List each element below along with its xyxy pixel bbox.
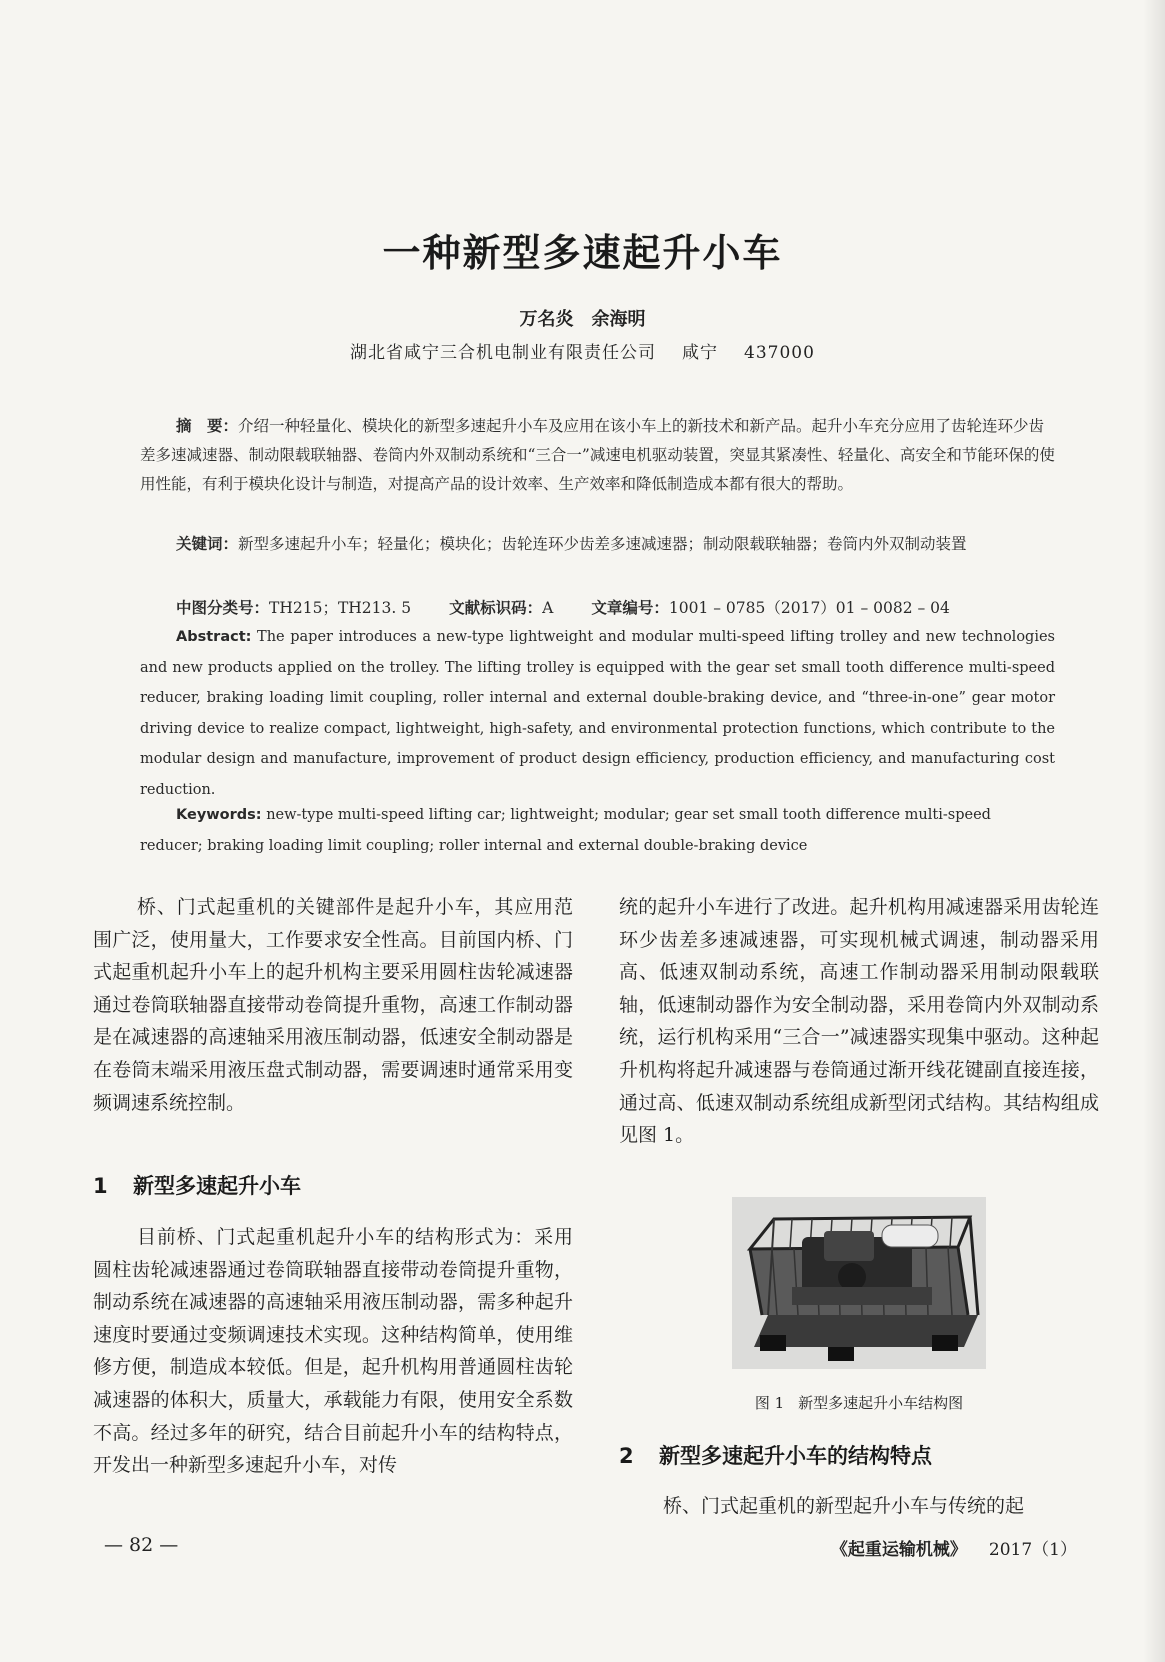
paper-authors: 万名炎 余海明 — [519, 309, 646, 330]
article-number-label: 文章编号： — [591, 599, 669, 617]
section-1-paragraph — [93, 1221, 573, 1482]
abstract-chinese — [140, 412, 1055, 499]
clc-value: TH215；TH213. 5 — [269, 599, 412, 617]
keywords-chinese-text: 新型多速起升小车；轻量化；模块化；齿轮连环少齿差多速减速器；制动限载联轴器；卷筒内外双制动装置 — [238, 535, 967, 553]
right-column-paragraph — [619, 891, 1099, 1152]
abstract-english-text: The paper introduces a new-type lightweight and modular multi-speed lifting trolley and new technologies and new products applied on the trolley. The lifting trolley is equipped with the gear set small tooth difference multi-speed reducer, braking loading limit coupling, roller internal and external double-braking device, and “three-in-one” gear motor driving device to realize compact, lightweight, high-safety, and environmental protection functions, which contribute to the modular design and manufacture, improvement of product design efficiency, production efficiency, and manufacturing cost reduction. — [140, 629, 1055, 798]
section-1-text: 目前桥、门式起重机起升小车的结构形式为：采用圆柱齿轮减速器通过卷筒联轴器直接带动卷筒提升重物，制动系统在减速器的高速轴采用液压制动器，需多种起升速度时要通过变频调速技术实现。这种结构简单，使用维修方便，制造成本较低。但是，起升机构用普通圆柱齿轮减速器的体积大，质量大，承载能力有限，使用安全系数不高。经过多年的研究，结合目前起升小车的结构特点，开发出一种新型多速起升小车，对传 — [93, 1226, 573, 1477]
keywords-chinese — [140, 530, 1055, 559]
section-2-paragraph — [619, 1490, 1099, 1523]
journal-name: 《起重运输机械》 — [830, 1540, 967, 1560]
affiliation-city: 咸宁 — [682, 343, 719, 363]
keywords-english-text: new-type multi-speed lifting car; lightweight; modular; gear set small tooth difference multi-speed reducer; braking loading limit coupling; roller internal and external double-braking device — [140, 807, 991, 854]
abstract-chinese-label: 摘 要： — [176, 417, 239, 435]
doc-code-value: A — [542, 599, 554, 617]
doc-code-label: 文献标识码： — [449, 599, 543, 617]
section-2-title: 新型多速起升小车的结构特点 — [659, 1444, 932, 1468]
journal-issue: 2017（1） — [988, 1540, 1077, 1560]
abstract-english-label: Abstract: — [176, 629, 252, 645]
affiliation-org: 湖北省咸宁三合机电制业有限责任公司 — [350, 343, 657, 363]
figure-label: 图 1 — [754, 1394, 785, 1412]
abstract-chinese-text: 介绍一种轻量化、模块化的新型多速起升小车及应用在该小车上的新技术和新产品。起升小车充分应用了齿轮连环少齿差多速减速器、制动限载联轴器、卷筒内外双制动系统和“三合一”减速电机驱动装置，突显其紧凑性、轻量化、高安全和节能环保的使用性能，有利于模块化设计与制造，对提高产品的设计效率、生产效率和降低制造成本都有很大的帮助。 — [140, 417, 1055, 493]
keywords-chinese-label: 关键词： — [176, 535, 239, 553]
section-1-number: 1 — [93, 1174, 108, 1198]
right-column-text: 统的起升小车进行了改进。起升机构用减速器采用齿轮连环少齿差多速减速器，可实现机械式调速，制动器采用高、低速双制动系统，高速工作制动器采用制动限载联轴，低速制动器作为安全制动器，采用卷筒内外双制动系统，运行机构采用“三合一”减速器实现集中驱动。这种起升机构将起升减速器与卷筒通过渐开线花键副直接连接，通过高、低速双制动系统组成新型闭式结构。其结构组成见图 1。 — [619, 896, 1099, 1147]
section-2-number: 2 — [619, 1444, 634, 1468]
keywords-english-label: Keywords: — [176, 807, 262, 823]
section-1-heading — [93, 1170, 301, 1200]
trolley-structure-figure — [732, 1197, 986, 1369]
article-number-value: 1001 – 0785（2017）01 – 0082 – 04 — [668, 599, 950, 617]
classification-line — [140, 594, 1055, 623]
affiliation-postcode: 437000 — [744, 343, 815, 363]
intro-paragraph — [93, 891, 573, 1119]
paper-title: 一种新型多速起升小车 — [382, 231, 783, 275]
journal-footer — [831, 1535, 1077, 1560]
section-2-text: 桥、门式起重机的新型起升小车与传统的起 — [663, 1495, 1025, 1517]
trolley-render-image — [732, 1197, 986, 1369]
section-1-title: 新型多速起升小车 — [133, 1174, 301, 1198]
intro-text: 桥、门式起重机的关键部件是起升小车，其应用范围广泛，使用量大，工作要求安全性高。目前国内桥、门式起重机起升小车上的起升机构主要采用圆柱齿轮减速器通过卷筒联轴器直接带动卷筒提升重物，高速工作制动器是在减速器的高速轴采用液压制动器，低速安全制动器是在卷筒末端采用液压盘式制动器，需要调速时通常采用变频调速系统控制。 — [93, 896, 573, 1114]
keywords-english — [140, 800, 1055, 861]
page-number: — 82 — — [104, 1534, 179, 1556]
author-affiliation — [0, 338, 1165, 363]
section-2-heading — [619, 1440, 932, 1470]
page-edge-shadow — [1143, 0, 1165, 1662]
clc-label: 中图分类号： — [176, 599, 270, 617]
figure-caption — [619, 1392, 1099, 1413]
figure-caption-text: 新型多速起升小车结构图 — [798, 1394, 964, 1412]
abstract-english — [140, 622, 1055, 805]
